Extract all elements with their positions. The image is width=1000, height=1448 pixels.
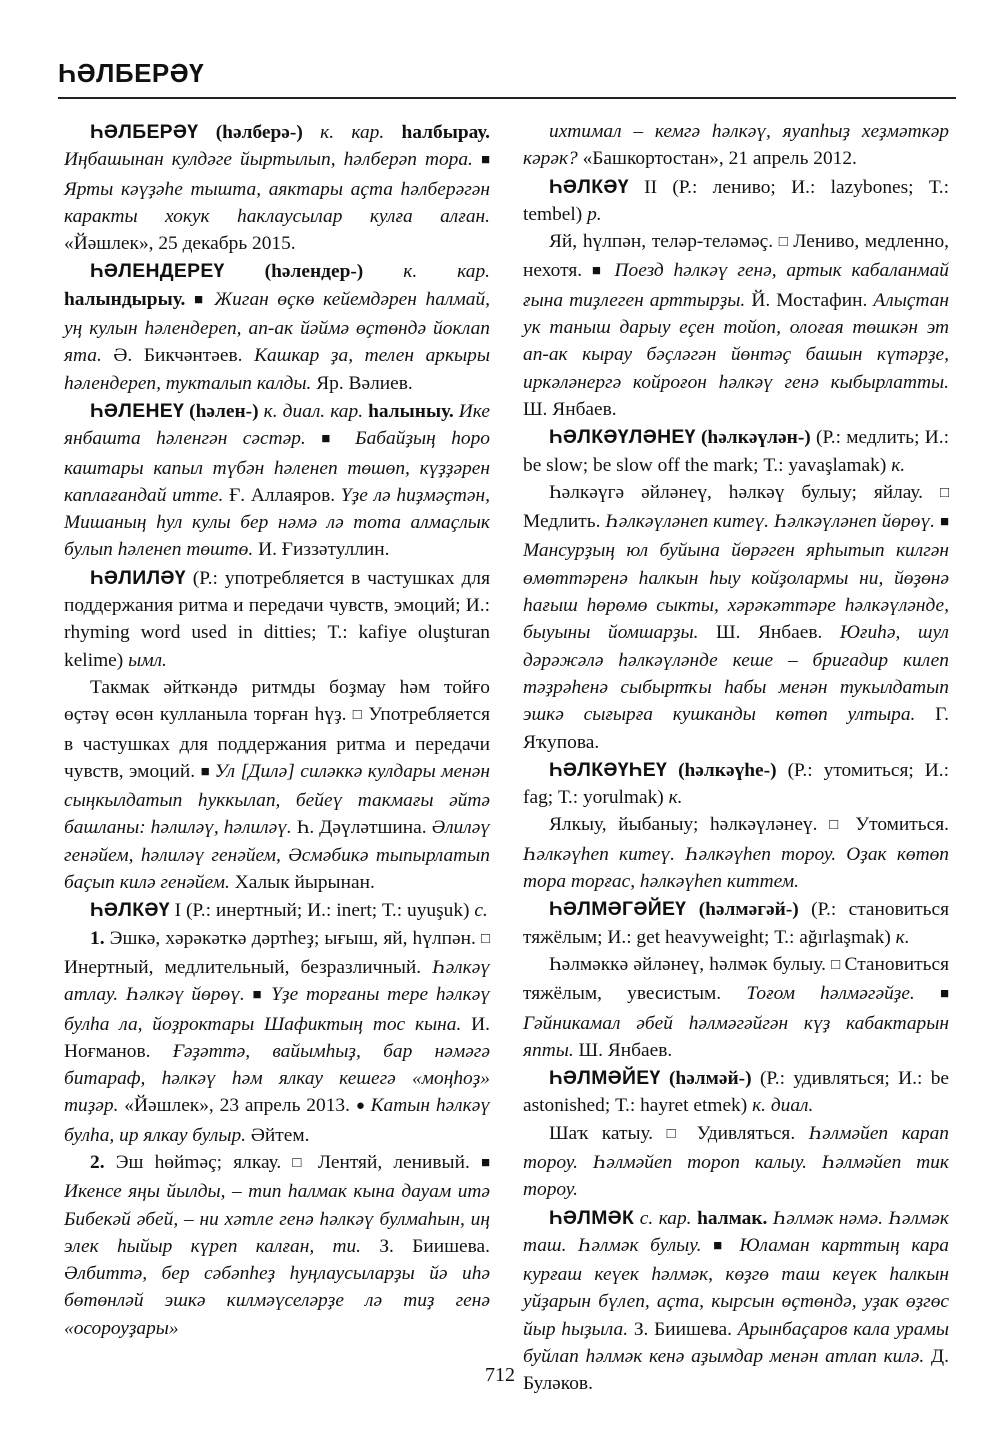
definition-text: (Р.: употребляется в частушках для поддержания ритма и передачи чувств, эмоций; И.: rhyming word used in ditties; Т.: kafiye oluşturan kelime): [64, 567, 490, 671]
bullet-square-icon: ■: [480, 152, 490, 169]
definition-text: Ә. Бикчәнтәев.: [113, 345, 255, 367]
bold-text: (һәлендер-): [224, 261, 404, 283]
definition-text: Ш. Янбаев.: [523, 398, 617, 420]
example-text: Кашкар ҙа, телен аркыры һәлендереп, тукталып калды.: [64, 345, 490, 394]
example-text: к. диал. кар.: [263, 400, 369, 422]
example-text: Гәйникамал әбей һәлмәгәйгән күҙ кабактарын япты.: [523, 1012, 949, 1061]
definition-text: Д. Буләков.: [523, 1346, 949, 1395]
running-head: ҺӘЛБЕРӘҮ: [58, 58, 205, 88]
example-text: Юғиһә, шул дәрәжәлә һәлкәүләнде кеше – бригадир килеп тәҙрәһенә сыбыртҡы һабы менән тукылдатып эшкә сығырға кушканды көтөп ултыра.: [523, 622, 950, 726]
headword: ҺӘЛКӘҮ: [549, 175, 629, 198]
example-text: Иңбашынан кулдәге йыртылып, һәлберәп тора.: [64, 149, 481, 171]
definition-text: II (Р.: лениво; И.: lazybones; Т.: tembel): [523, 176, 949, 225]
bullet-square-icon: ■: [939, 514, 949, 531]
example-text: с. кар.: [639, 1207, 698, 1229]
definition-text: Утомиться.: [855, 814, 950, 836]
translation-box-icon: □: [778, 234, 794, 251]
definition-text: Яй, һүлпән, теләр-теләмәç.: [549, 231, 779, 253]
entry-paragraph: [64, 674, 490, 896]
definition-text: Такмак әйткәндә ритмды боҙмау һәм тойғо өҫтәү өсөн кулланыла торған һүҙ.: [64, 676, 490, 726]
translation-box-icon: □: [292, 1154, 318, 1171]
bullet-square-icon: ■: [252, 987, 272, 1004]
definition-text: «Йәшлек», 25 декабрь 2015.: [64, 233, 296, 255]
example-text: Һәлмәйеп карап тороу. Һәлмәйеп тороп калыу. Һәлмәйеп тик тороу.: [523, 1122, 949, 1201]
example-text: Һәлмәк нәмә. Һәлмәк таш. Һәлмәк булыу.: [523, 1207, 949, 1256]
example-text: р.: [587, 203, 602, 225]
entry-paragraph: [523, 951, 949, 1064]
headword: ҺӘЛМӘЙЕҮ: [549, 1067, 661, 1090]
example-text: Әлбиттә, бер сәбәпһеҙ һуңлаусыларҙы йә иһә бөтөнләй эшкә килмәүселәрҙе лә тиҙ генә «осороуҙары»: [64, 1263, 490, 1339]
example-text: Икенсе яңы йылды, – тип һалмак кына дауам итә Бибекәй әбей, – ни хәтле генә һәлкәү булмаһын, иң элек һыйыр күреп калған, ти.: [64, 1181, 490, 1257]
example-text: к. диал.: [752, 1095, 814, 1117]
definition-text: Һәлкәүгә әйләнеү, һәлкәү булыу; яйлау.: [549, 481, 940, 503]
bullet-square-icon: ■: [713, 1237, 740, 1254]
bold-text: (: [198, 122, 223, 143]
definition-text: Халык йырынан.: [234, 872, 375, 894]
definition-text: Ш. Янбаев.: [716, 622, 840, 644]
entry-paragraph: [64, 1149, 490, 1342]
definition-text: Ғ. Аллаяров.: [229, 484, 341, 506]
definition-text: Инертный, медлительный, безразличный.: [64, 956, 433, 978]
bold-text: (һәлмәгәй-): [686, 899, 812, 921]
translation-box-icon: □: [666, 1125, 697, 1142]
bold-text: (һәлкәүлән-): [695, 427, 816, 449]
headword: ҺӘЛБЕРӘҮ: [90, 121, 199, 143]
bold-text: һалыныу.: [368, 400, 459, 422]
bold-text: 1.: [90, 927, 110, 949]
entry-paragraph: [523, 228, 949, 423]
example-text: к.: [891, 454, 906, 476]
definition-text: Медлить.: [523, 511, 606, 533]
example-text: Юламан карттың кара курғаш кеүек һәлмәк, көҙгө таш кеүек һалкын уйҙарын бүлеп, аҫта, кырсын өҫтөндә, уҙак өҙгөс йыр һыҙыла.: [523, 1234, 949, 1340]
headword: ҺӘЛКӘҮЛӘНЕҮ: [549, 426, 696, 449]
left-column: [64, 118, 490, 1342]
definition-text: Ш. Янбаев.: [578, 1039, 673, 1061]
bullet-square-icon: ■: [321, 431, 356, 448]
headword: ҺӘЛЕНЕҮ: [90, 399, 185, 422]
example-text: Катын һәлкәү булһа, ир ялкау булыр.: [64, 1095, 490, 1146]
definition-text: Употребляется в частушках для поддержания ритма и передачи чувств, эмоций.: [64, 704, 490, 782]
dictionary-entry: [523, 1065, 949, 1120]
definition-text: (Р.: удивляться; И.: be astonished; Т.: hayret etmek): [523, 1068, 950, 1117]
example-text: Арынбаҫаров кала урамы буйлап һәлмәк кенә аҙымдар менән атлап килә.: [523, 1318, 949, 1368]
headword: ҺӘЛМӘГӘЙЕҮ: [549, 898, 687, 921]
bullet-square-icon: ■: [591, 263, 615, 280]
bullet-square-icon: ■: [939, 986, 950, 1003]
example-text: Тоғом һәлмәгәйҙе.: [746, 983, 940, 1005]
headword: ҺӘЛКӘҮ: [90, 899, 170, 922]
headword: ҺӘЛМӘК: [549, 1206, 635, 1229]
bold-text: һалындырыу.: [64, 288, 194, 310]
definition-text: Г. Яҡупова.: [523, 704, 949, 753]
bullet-square-icon: ■: [200, 763, 215, 780]
dictionary-entry: [523, 174, 949, 229]
bold-text: ): [296, 122, 321, 143]
example-text: с.: [474, 900, 488, 922]
example-text: Үҙе торғаны тере һәлкәү булһа ла, йоҙроктары Шафиктың тос кына.: [64, 984, 490, 1035]
headword: ҺӘЛИЛӘҮ: [90, 566, 186, 589]
definition-text: Становиться тяжёлым, увесистым.: [523, 953, 949, 1005]
definition-text: Һ. Дәүләтшина.: [296, 817, 432, 839]
example-text: к.: [668, 787, 683, 809]
example-text: Мансурҙың юл буйына йөрәген ярһытып килгән өмөттәренә һалкын һыу койҙолармы ни, йөҙөнә һағыш һөрөмө сыкты, хәрәкәттәре һәлкәүләнде, быуыны йомшарҙы.: [523, 540, 949, 644]
translation-box-icon: □: [480, 930, 490, 947]
dictionary-entry: [64, 565, 490, 674]
translation-box-icon: □: [831, 956, 845, 973]
example-text: Ике янбашта һәленгән сәстәр.: [64, 400, 490, 450]
example-text: ихтимал – кемгә һәлкәү, яуапһыҙ хеҙмәткәр кәрәк?: [523, 121, 949, 170]
definition-text: З. Биишева.: [379, 1235, 490, 1257]
definition-text: З. Биишева.: [633, 1318, 738, 1340]
example-text: Ярты кәүҙәһе тышта, аяктары аҫта һәлберәгән каракты хокук һаклаусылар кулға алған.: [64, 178, 490, 227]
example-text: Ғәҙәттә, вайымһыҙ, бар нәмәгә битараф, һәлкәү һәм ялкау кешегә «моңһоҙ» тиҙәр.: [64, 1040, 490, 1117]
translation-box-icon: □: [939, 484, 949, 501]
definition-text: Шаҡ катыу.: [549, 1122, 667, 1144]
headword: ҺӘЛЕНДЕРЕҮ: [90, 260, 225, 283]
entry-paragraph: [523, 1120, 949, 1204]
page-number: 712: [485, 1364, 515, 1386]
dictionary-entry: [64, 897, 490, 924]
definition-text: (Р.: медлить; И.: be slow; be slow off the mark; Т.: yavaşlamak): [523, 427, 950, 476]
bullet-square-icon: ■: [480, 1154, 491, 1171]
headword: ҺӘЛКӘҮҺЕҮ: [549, 758, 668, 781]
translation-box-icon: □: [352, 707, 369, 724]
bold-text: һалмак.: [697, 1207, 773, 1229]
bold-text: (һәлкәүһе-): [667, 759, 788, 781]
definition-text: Эшкә, хәрәкәткә дәртһеҙ; ығыш, яй, һүлпән.: [109, 927, 481, 949]
bullet-square-icon: ■: [193, 291, 215, 308]
dictionary-entry: [523, 424, 949, 479]
bold-text: (һәлмәй-): [660, 1068, 760, 1090]
definition-text: (Р.: утомиться; И.: fag; Т.: yorulmak): [523, 759, 949, 809]
example-text: Үҙе лә һиҙмәҫтән, Мишаның һул кулы бер нәмә лә тота алмаҫлык булып һәленеп төштө.: [64, 484, 490, 561]
bold-text: һалбырау.: [401, 122, 490, 143]
example-text: ымл.: [128, 649, 167, 671]
dictionary-entry: [523, 757, 949, 812]
dictionary-entry: [523, 896, 949, 951]
definition-text: Й. Мостафин.: [751, 289, 874, 311]
example-text: к. кар.: [320, 122, 402, 143]
example-text: Поезд һәлкәү генә, артык кабаланмай ғына тиҙлеген арттырҙы.: [523, 260, 950, 311]
definition-text: Ялкыу, йыбаныу; һәлкәүләнеү.: [549, 814, 830, 836]
bold-text: һәлберә-: [222, 122, 297, 143]
definition-text: Лентяй, ленивый.: [317, 1151, 481, 1173]
definition-text: И. Ғиззәтуллин.: [258, 539, 390, 561]
definition-text: «Йәшлек», 23 апрель 2013.: [124, 1095, 356, 1117]
example-text: Әлиләү генәйем, һәлиләү генәйем, Әсмәбикә тыпырлатып баҫып килә генәйем.: [64, 817, 490, 894]
example-text: Бабайҙың һоро каштары капыл түбән һәленеп төшөп, күҙҙәрен каплағандай итте.: [64, 428, 490, 506]
translation-box-icon: □: [829, 817, 856, 834]
right-column: [523, 118, 949, 1398]
definition-text: Лениво, медленно, нехотя.: [523, 231, 949, 282]
definition-text: «Башкортостан», 21 апрель 2012.: [582, 148, 857, 170]
bold-text: (һәлен-): [184, 400, 264, 422]
dictionary-entry: [64, 119, 490, 257]
header-rule: [58, 97, 956, 99]
example-text: к. кар.: [403, 261, 490, 283]
entry-paragraph: [523, 479, 949, 756]
definition-text: Әйтем.: [250, 1124, 310, 1146]
example-text: к.: [895, 926, 910, 948]
example-text: Алыҫтан ук таныш дарыу еҫен тойоп, олоғая төшкән эт ап-ак кырау бәҫләгән йөнтәҫ башын күтәрҙе, иркәләнергә койроғон һәлкәү генә кыбырлатты.: [523, 289, 950, 393]
entry-paragraph: [64, 925, 490, 1149]
example-text: Ул [Дилә] силәккә кулдары менән сыңкылдатып һуккылап, бейеү такмағы әйтә башланы: һәлиләү, һәлиләү.: [64, 760, 490, 839]
definition-text: Удивляться.: [696, 1122, 809, 1144]
example-text: Жиган өҫкө кейемдәрен һалмай, уң кулын һәлендереп, ап-ак йәймә өҫтөндә йоклап ята.: [64, 288, 490, 367]
entry-paragraph: [523, 118, 949, 173]
dictionary-entry: [64, 258, 490, 396]
example-text: Һәлкәүләнеп китеү. Һәлкәүләнеп йөрөү.: [605, 511, 940, 533]
dictionary-entry: [64, 398, 490, 564]
bullet-square-icon: ●: [355, 1098, 371, 1115]
example-text: Һәлкәүһеп китеү. Һәлкәүһеп тороу. Оҙак көтөп тора торғас, һәлкәүһеп киттем.: [523, 843, 949, 893]
definition-text: Һәлмәккә әйләнеү, һәлмәк булыу.: [549, 953, 832, 975]
definition-text: Яр. Вәлиев.: [316, 372, 413, 394]
bold-text: 2.: [90, 1151, 116, 1173]
example-text: Һәлкәү атлау. Һәлкәү йөрөү.: [64, 956, 490, 1006]
entry-paragraph: [523, 811, 949, 895]
definition-text: I (Р.: инертный; И.: inert; Т.: uyuşuk): [169, 900, 475, 922]
definition-text: (Р.: становиться тяжёлым; И.: get heavyweight; Т.: ağırlaşmak): [523, 899, 949, 948]
definition-text: И. Ноғманов.: [64, 1013, 490, 1062]
definition-text: Эш һөйməç; ялкау.: [115, 1151, 293, 1173]
